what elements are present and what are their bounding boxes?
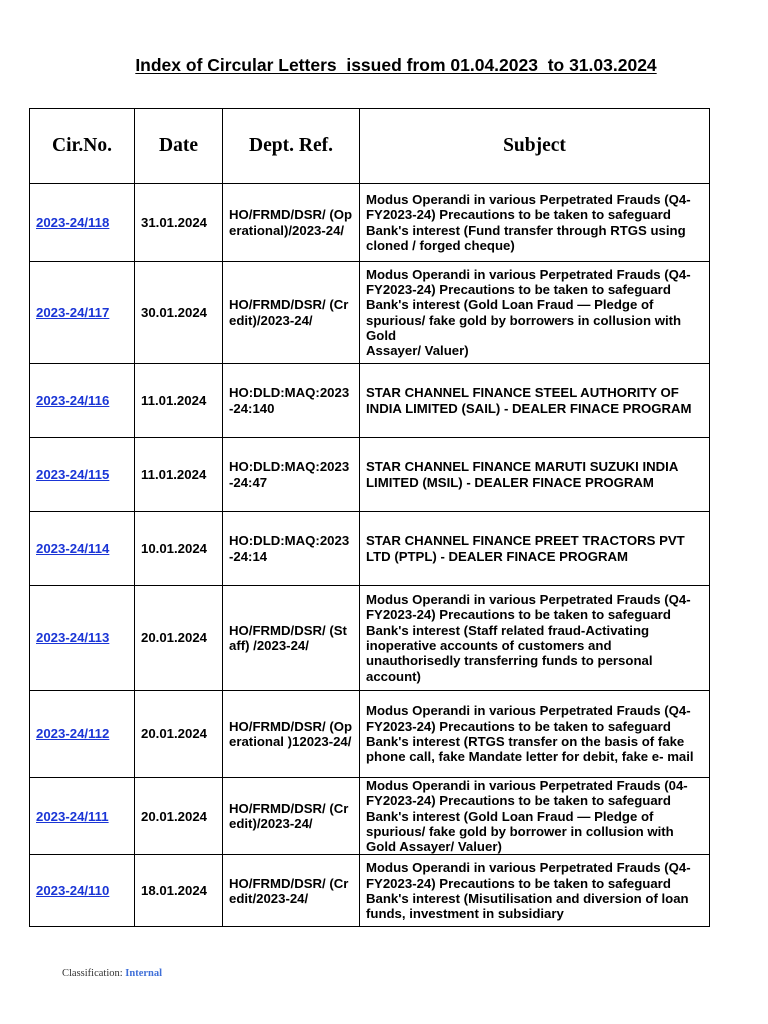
circular-link[interactable]: 2023-24/116 <box>36 392 110 408</box>
date-cell: 18.01.2024 <box>135 855 223 927</box>
table-row <box>30 691 710 778</box>
date-cell: 31.01.2024 <box>135 184 223 262</box>
dept-ref-cell: HO/FRMD/DSR/ (Credit)/2023-24/ <box>223 262 360 364</box>
date-cell: 30.01.2024 <box>135 262 223 364</box>
table-row <box>30 438 710 512</box>
header-dept-ref: Dept. Ref. <box>223 109 360 184</box>
circular-link[interactable]: 2023-24/111 <box>36 808 109 824</box>
header-subject: Subject <box>360 109 710 184</box>
page-title: Index of Circular Letters issued from 01.04.2023 to 31.03.2024 <box>135 55 657 75</box>
circular-link[interactable]: 2023-24/118 <box>36 214 110 230</box>
date-cell: 20.01.2024 <box>135 778 223 855</box>
subject-cell: STAR CHANNEL FINANCE STEEL AUTHORITY OF INDIA LIMITED (SAIL) - DEALER FINACE PROGRAM <box>360 364 710 438</box>
subject-cell: Modus Operandi in various Perpetrated Frauds (Q4-FY2023-24) Precautions to be taken to safeguard Bank's interest (RTGS transfer on the basis of fake phone call, fake Mandate letter for debit, fake e- mail <box>360 691 710 778</box>
dept-ref-cell: HO/FRMD/DSR/ (Staff) /2023-24/ <box>223 586 360 691</box>
classification-value: Internal <box>125 968 163 979</box>
cir-no-cell <box>30 262 135 364</box>
table-row <box>30 364 710 438</box>
classification-footer <box>62 968 162 979</box>
date-cell: 10.01.2024 <box>135 512 223 586</box>
subject-cell: STAR CHANNEL FINANCE MARUTI SUZUKI INDIA LIMITED (MSIL) - DEALER FINACE PROGRAM <box>360 438 710 512</box>
subject-cell: Modus Operandi in various Perpetrated Frauds (Q4-FY2023-24) Precautions to be taken to safeguard Bank's interest (Fund transfer through RTGS using cloned / forged cheque) <box>360 184 710 262</box>
date-cell: 11.01.2024 <box>135 438 223 512</box>
dept-ref-cell: HO:DLD:MAQ:2023-24:14 <box>223 512 360 586</box>
table-row <box>30 512 710 586</box>
cir-no-cell <box>30 512 135 586</box>
table-row <box>30 778 710 855</box>
circular-link[interactable]: 2023-24/112 <box>36 726 110 742</box>
dept-ref-cell: HO/FRMD/DSR/ (Operational)/2023-24/ <box>223 184 360 262</box>
cir-no-cell <box>30 586 135 691</box>
table-row <box>30 262 710 364</box>
subject-cell: Modus Operandi in various Perpetrated Frauds (Q4-FY2023-24) Precautions to be taken to safeguard Bank's interest (Staff related fraud-Activating inoperative accounts of customers and unauthorisedly transferring funds to personal account) <box>360 586 710 691</box>
cir-no-cell <box>30 691 135 778</box>
dept-ref-cell: HO/FRMD/DSR/ (Credit/2023-24/ <box>223 855 360 927</box>
dept-ref-cell: HO/FRMD/DSR/ (Credit)/2023-24/ <box>223 778 360 855</box>
circular-link[interactable]: 2023-24/114 <box>36 540 110 556</box>
dept-ref-cell: HO:DLD:MAQ:2023-24:47 <box>223 438 360 512</box>
subject-cell: Modus Operandi in various Perpetrated Frauds (Q4-FY2023-24) Precautions to be taken to safeguard Bank's interest (Misutilisation and diversion of loan funds, investment in subsidiary <box>360 855 710 927</box>
dept-ref-cell: HO:DLD:MAQ:2023-24:140 <box>223 364 360 438</box>
table-row <box>30 184 710 262</box>
date-cell: 20.01.2024 <box>135 691 223 778</box>
table-row <box>30 586 710 691</box>
date-cell: 20.01.2024 <box>135 586 223 691</box>
cir-no-cell <box>30 364 135 438</box>
cir-no-cell <box>30 438 135 512</box>
classification-label: Classification: <box>62 968 126 979</box>
subject-cell: Modus Operandi in various Perpetrated Frauds (Q4-FY2023-24) Precautions to be taken to safeguard Bank's interest (Gold Loan Fraud — Pledge of spurious/ fake gold by borrowers in collusion with Gold Assayer/ Valuer) <box>360 262 710 364</box>
circular-link[interactable]: 2023-24/115 <box>36 466 110 482</box>
circular-link[interactable]: 2023-24/110 <box>36 883 110 899</box>
table-header-row <box>30 109 710 184</box>
subject-cell: Modus Operandi in various Perpetrated Frauds (04-FY2023-24) Precautions to be taken to safeguard Bank's interest (Gold Loan Fraud — Pledge of spurious/ fake gold by borrower in collusion with Gold Assayer/ Valuer) <box>360 778 710 855</box>
dept-ref-cell: HO/FRMD/DSR/ (Operational )12023-24/ <box>223 691 360 778</box>
circular-index-table <box>29 108 710 927</box>
date-cell: 11.01.2024 <box>135 364 223 438</box>
table-row <box>30 855 710 927</box>
subject-cell: STAR CHANNEL FINANCE PREET TRACTORS PVT LTD (PTPL) - DEALER FINACE PROGRAM <box>360 512 710 586</box>
cir-no-cell <box>30 855 135 927</box>
header-date: Date <box>135 109 223 184</box>
circular-link[interactable]: 2023-24/117 <box>36 304 110 320</box>
cir-no-cell <box>30 184 135 262</box>
header-cir-no: Cir.No. <box>30 109 135 184</box>
cir-no-cell <box>30 778 135 855</box>
circular-link[interactable]: 2023-24/113 <box>36 630 110 646</box>
